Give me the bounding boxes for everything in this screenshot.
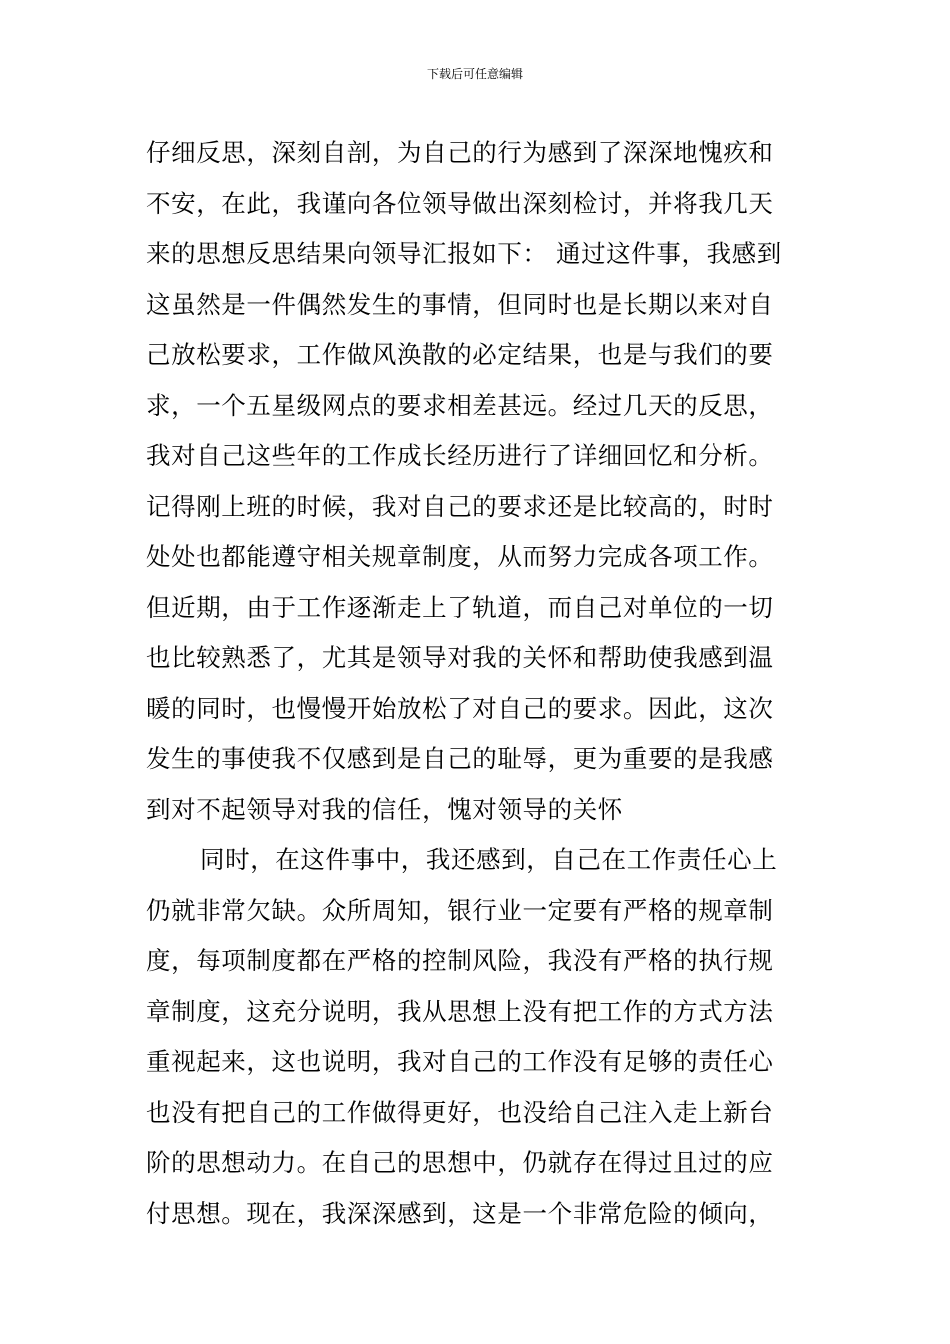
text-line: 处处也都能遵守相关规章制度，从而努力完成各项工作。	[146, 542, 774, 571]
text-line: 仍就非常欠缺。众所周知，银行业一定要有严格的规章制	[146, 895, 774, 925]
text-line: 重视起来，这也说明，我对自己的工作没有足够的责任心	[146, 1047, 774, 1076]
document-body	[146, 128, 812, 1239]
text-line: 章制度，这充分说明，我从思想上没有把工作的方式方法	[146, 996, 774, 1026]
paragraph-2	[146, 835, 812, 1239]
text-line: 仔细反思，深刻自剖，为自己的行为感到了深深地愧疚和	[146, 138, 774, 167]
text-line: 我对自己这些年的工作成长经历进行了详细回忆和分析。	[146, 441, 774, 470]
text-line: 也比较熟悉了，尤其是领导对我的关怀和帮助使我感到温	[146, 643, 774, 672]
text-line: 度，每项制度都在严格的控制风险，我没有严格的执行规	[146, 946, 774, 975]
text-line: 但近期，由于工作逐渐走上了轨道，而自己对单位的一切	[146, 592, 774, 622]
text-line: 阶的思想动力。在自己的思想中，仍就存在得过且过的应	[146, 1148, 774, 1177]
text-line: 来的思想反思结果向领导汇报如下： 通过这件事，我感到	[146, 239, 782, 268]
page-header-note: 下载后可任意编辑	[426, 67, 523, 81]
text-line: 发生的事使我不仅感到是自己的耻辱，更为重要的是我感	[146, 744, 774, 773]
paragraph-1	[146, 128, 812, 835]
text-line: 这虽然是一件偶然发生的事情，但同时也是长期以来对自	[146, 289, 774, 319]
text-line: 付思想。现在，我深深感到，这是一个非常危险的倾向，	[146, 1198, 774, 1228]
text-line: 己放松要求，工作做风涣散的必定结果，也是与我们的要	[146, 340, 774, 369]
text-line: 不安，在此，我谨向各位领导做出深刻检讨，并将我几天	[146, 188, 774, 218]
text-line: 也没有把自己的工作做得更好，也没给自己注入走上新台	[146, 1097, 774, 1127]
text-line: 到对不起领导对我的信任，愧对领导的关怀	[146, 794, 623, 824]
text-line: 求，一个五星级网点的要求相差甚远。经过几天的反思，	[146, 390, 774, 420]
text-line: 同时，在这件事中，我还感到，自己在工作责任心上	[200, 845, 778, 874]
text-line: 暖的同时，也慢慢开始放松了对自己的要求。因此，这次	[146, 693, 774, 723]
text-line: 记得刚上班的时候，我对自己的要求还是比较高的，时时	[146, 491, 774, 521]
